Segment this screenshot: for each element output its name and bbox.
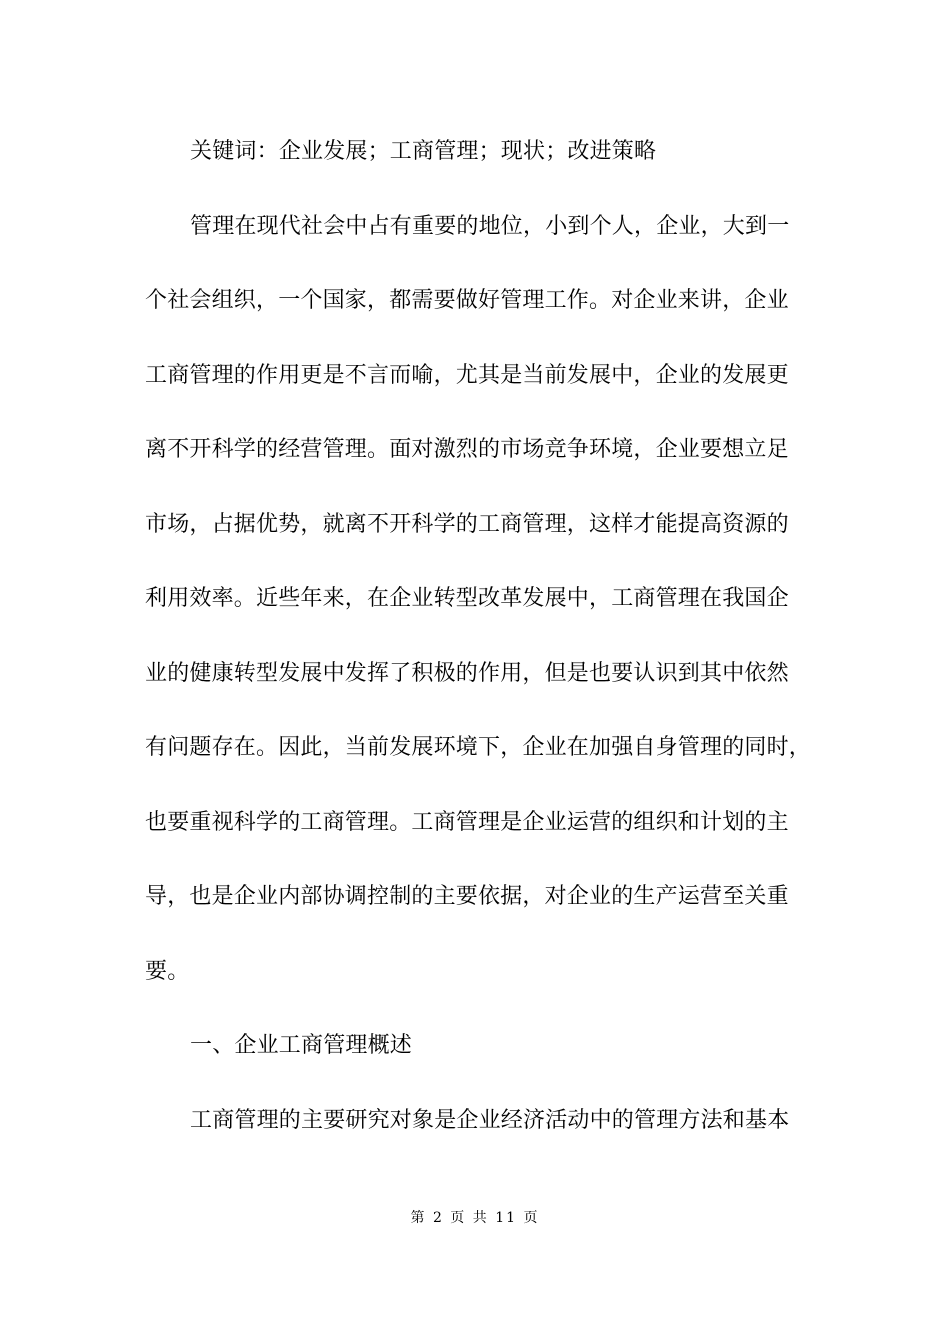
paragraph-line: 离不开科学的经营管理。面对激烈的市场竞争环境，企业要想立足	[145, 437, 789, 462]
document-body	[145, 133, 825, 1176]
paragraph-line: 要。	[145, 958, 190, 984]
paragraph-line: 有问题存在。因此，当前发展环境下，企业在加强自身管理的同时，	[145, 735, 812, 760]
paragraph-line: 导，也是企业内部协调控制的主要依据，对企业的生产运营至关重	[145, 884, 789, 909]
paragraph-line: 利用效率。近些年来，在企业转型改革发展中，工商管理在我国企	[145, 586, 789, 611]
page-number-footer: 第 2 页 共 11 页	[410, 1210, 540, 1226]
paragraph-line: 业的健康转型发展中发挥了积极的作用，但是也要认识到其中依然	[145, 660, 789, 686]
section-heading: 一、企业工商管理概述	[190, 1033, 413, 1058]
paragraph-line: 市场，占据优势，就离不开科学的工商管理，这样才能提高资源的	[145, 511, 789, 537]
paragraph-line: 管理在现代社会中占有重要的地位，小到个人，企业，大到一	[190, 213, 790, 239]
paragraph-line: 个社会组织，一个国家，都需要做好管理工作。对企业来讲，企业	[145, 288, 789, 313]
paragraph-line: 工商管理的主要研究对象是企业经济活动中的管理方法和基本	[190, 1107, 790, 1133]
keywords-line: 关键词：企业发展；工商管理；现状；改进策略	[190, 139, 657, 164]
paragraph-line: 也要重视科学的工商管理。工商管理是企业运营的组织和计划的主	[145, 809, 789, 835]
paragraph-line: 工商管理的作用更是不言而喻，尤其是当前发展中，企业的发展更	[145, 362, 789, 388]
